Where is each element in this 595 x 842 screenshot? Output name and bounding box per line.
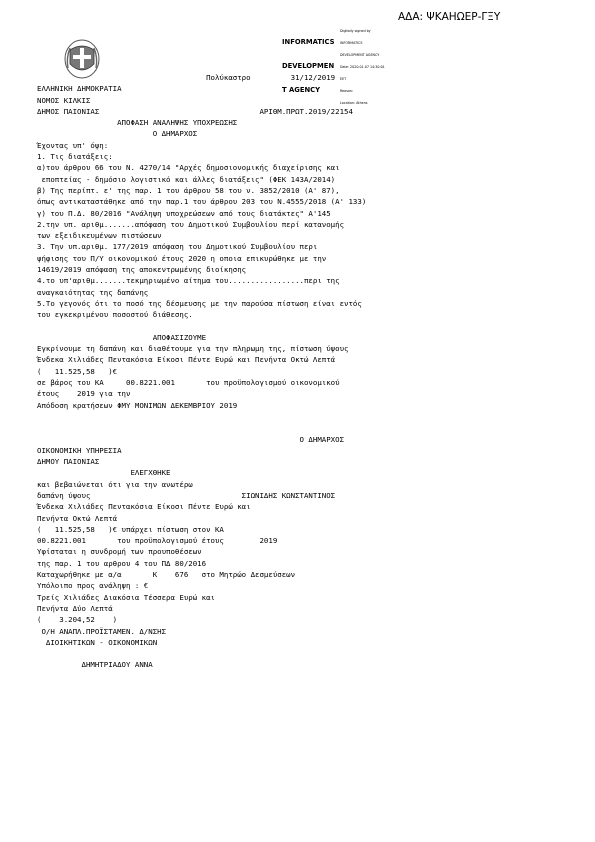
document-line: Εγκρίνουμε τη δαπάνη και διαθέτουμε για την πληρωμη της, πίστωση ύψους: [37, 344, 349, 354]
document-line: [37, 321, 366, 332]
document-line: της παρ. 1 του αρθρου 4 του ΠΔ 80/2016: [37, 558, 207, 568]
document-line: Πενήντα Δύο Λεπτά: [37, 603, 113, 613]
document-line: Ο ΔΗΜΑΡΧΟΣ: [37, 434, 345, 444]
document-line: α)του άρθρου 66 του Ν. 4270/14 "Αρχές δημοσιονομικής διαχείρισης και: [37, 163, 340, 173]
document-line: [37, 411, 366, 422]
ada-code: ΑΔΑ: ΨΚΑΗΩΕΡ-ΓΞΥ: [398, 11, 501, 23]
document-line: 3. Την υπ.αριθμ. 177/2019 απόφαση του Δημοτικού Συμβουλίου περι: [37, 242, 318, 252]
document-line: ΑΠΟΦΑΣΙΖΟΥΜΕ: [37, 332, 207, 342]
document-line: Έχοντας υπ' όψη:: [37, 140, 109, 150]
document-line: ψήφισης του Π/Υ οικονομικού έτους 2020 η οποια επικυρώθηκε με την: [37, 253, 327, 263]
document-line: ΔΗΜΟΥ ΠΑΙΟΝΙΑΣ: [37, 457, 100, 467]
document-line: Πολύκαστρο 31/12/2019: [37, 73, 336, 82]
document-line: ΕΛΛΗΝΙΚΗ ΔΗΜΟΚΡΑΤΙΑ: [37, 84, 122, 94]
document-line: [37, 422, 366, 433]
document-line: ΔΗΜΗΤΡΙΑΔΟΥ ΑΝΝΑ: [37, 660, 153, 670]
document-line: δαπάνη ύψους ΣΙΩΝΙΔΗΣ ΚΩΝΣΤΑΝΤΙΝΟΣ: [37, 490, 336, 500]
document-line: όπως αντικαταστάθηκε από την παρ.1 του άρθρου 203 του Ν.4555/2018 (Α' 133): [37, 197, 367, 207]
document-line: 1. Τις διατάξεις:: [37, 152, 113, 162]
document-line: ( 11.525,58 )€ υπάρχει πίστωση στον ΚΑ: [37, 524, 224, 534]
document-line: ΟΙΚΟΝΟΜΙΚΗ ΥΠΗΡΕΣΙΑ: [37, 445, 122, 455]
document-line: ( 3.204,52 ): [37, 615, 118, 625]
document-line: ΔΗΜΟΣ ΠΑΙΟΝΙΑΣ ΑΡΙΘΜ.ΠΡΩΤ.2019/22154: [37, 106, 353, 116]
document-line: Απόδοση κρατήσεων ΦΜΥ ΜΟΝΙΜΩΝ ΔΕΚΕΜΒΡΙΟΥ 2019: [37, 400, 238, 410]
document-line: Υπόλοιπο προς ανάληψη : €: [37, 581, 149, 591]
document-line: Καταχωρήθηκε με α/α Κ 676 στο Μητρώο Δεσμεύσεων: [37, 570, 296, 580]
document-line: των εξειδικευμένων πιστώσεων: [37, 231, 162, 241]
digital-signature-block: Digitally signed by INFORMATICS DEVELOPMENT AGENCY Date: 2020.01.07 14:30:01 EET Reason: Location: Athens: [340, 29, 385, 105]
document-line: αναγκαιότητας της δαπάνης: [37, 287, 149, 297]
document-line: και βεβαιώνεται ότι για την ανωτέρω: [37, 479, 193, 489]
document-line: ΔΙΟΙΚΗΤΙΚΩΝ - ΟΙΚΟΝΟΜΙΚΩΝ: [37, 637, 158, 647]
document-line: 00.8221.001 του προϋπολογισμού έτους 2019: [37, 536, 278, 546]
document-line: ΝΟΜΟΣ ΚΙΛΚΙΣ: [37, 95, 91, 105]
document-line: Υφίσταται η συνδρομή των προυποθέσεων: [37, 547, 202, 557]
document-line: Τρείς Χιλιάδες Διακόσια Τέσσερα Ευρώ και: [37, 592, 215, 602]
document-line: 2.την υπ. αριθμ.......απόφαση του Δημοτικού Συμβουλίου περί κατανομής: [37, 219, 345, 229]
document-line: 5.Το γεγονός ότι το ποσό της δέσμευσης με την παρούσα πίστωση είναι εντός: [37, 298, 362, 308]
document-line: εποπτείας - δημόσιο λογιστικό και άλλες διατάξεις" (ΦΕΚ 143Α/2014): [37, 174, 336, 184]
document-line: ΑΠΟΦΑΣΗ ΑΝΑΛΗΨΗΣ ΥΠΟΧΡΕΩΣΗΣ: [37, 118, 238, 128]
document-line: σε βάρος του ΚΑ 00.8221.001 του προϋπολογισμού οικονομικού: [37, 378, 340, 388]
document-line: έτους 2019 για την: [37, 389, 131, 399]
document-line: 4.το υπ'αριθμ.......τεκμηριωμένο αίτημα του.................περι της: [37, 276, 340, 286]
document-line: Ένδεκα Χιλιάδες Πεντακόσια Είκοσι Πέντε Ευρώ και: [37, 502, 251, 512]
document-line: β) Της περίπτ. ε' της παρ. 1 του άρθρου 58 του ν. 3852/2010 (Α' 87),: [37, 185, 340, 195]
document-line: γ) του Π.Δ. 80/2016 "Ανάληψη υποχρεώσεων από τους διατάκτες" Α'145: [37, 208, 331, 218]
document-body: [37, 72, 366, 671]
document-line: του εγκεκριμένου ποσοστού διάθεσης.: [37, 310, 193, 320]
document-line: ΕΛΕΓΧΘΗΚΕ: [37, 468, 171, 478]
document-line: [37, 648, 366, 659]
document-line: Πενήντα Οκτώ Λεπτά: [37, 513, 118, 523]
document-line: Ένδεκα Χιλιάδες Πεντακόσια Είκοσι Πέντε Ευρώ και Πενήντα Οκτώ Λεπτά: [37, 355, 336, 365]
document-line: Ο ΔΗΜΑΡΧΟΣ: [37, 129, 198, 139]
informatics-logo: INFORMATICS DEVELOPMEN T AGENCY: [282, 38, 335, 94]
document-line: Ο/Η ΑΝΑΠΛ.ΠΡΟΪΣΤΑΜΕΝ. Δ/ΝΣΗΣ: [37, 626, 167, 636]
document-line: 14619/2019 απόφαση της αποκεντρωμένης διοίκησης: [37, 265, 247, 275]
document-line: ( 11.525,58 )€: [37, 366, 118, 376]
